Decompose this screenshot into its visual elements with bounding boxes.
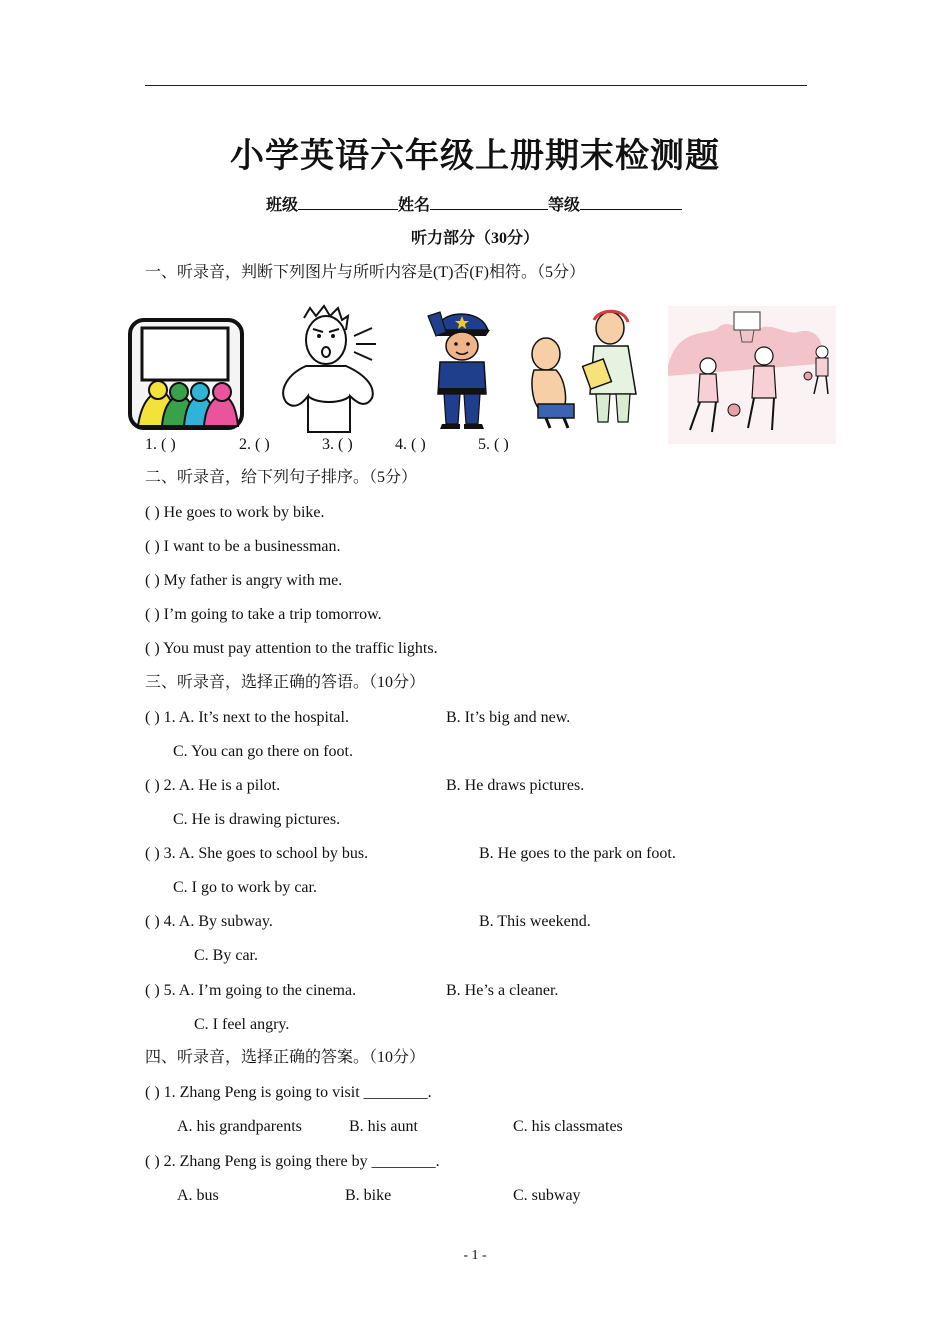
s4-q1-question: ( ) 1. Zhang Peng is going to visit ________. <box>145 1084 432 1101</box>
s2-sentence-1[interactable]: ( ) He goes to work by bike. <box>145 504 325 521</box>
s2-sentence-4[interactable]: ( ) I’m going to take a trip tomorrow. <box>145 606 382 623</box>
section3-heading: 三、听录音，选择正确的答语。（10分） <box>145 674 426 691</box>
s2-sentence-5[interactable]: ( ) You must pay attention to the traffic lights. <box>145 640 438 657</box>
s3-q3-option-b[interactable]: B. He goes to the park on foot. <box>479 845 676 862</box>
page-title: 小学英语六年级上册期末检测题 <box>230 136 720 176</box>
s3-q4-option-b[interactable]: B. This weekend. <box>479 913 591 930</box>
s2-sentence-3[interactable]: ( ) My father is angry with me. <box>145 572 343 589</box>
s3-q2-option-a[interactable]: ( ) 2. A. He is a pilot. <box>145 777 281 794</box>
s4-q1-option-b[interactable]: B. his aunt <box>349 1118 418 1135</box>
section4-heading: 四、听录音，选择正确的答案。（10分） <box>145 1049 426 1066</box>
s1-item-5[interactable]: 5. ( ) <box>478 436 509 453</box>
s3-q3-option-a[interactable]: ( ) 3. A. She goes to school by bus. <box>145 845 369 862</box>
basketball-kids-picture-icon <box>668 306 836 444</box>
listening-header: 听力部分（30分） <box>410 230 539 247</box>
student-info-line <box>266 195 682 216</box>
s3-q2-option-b[interactable]: B. He draws pictures. <box>446 777 585 794</box>
s3-q1-option-c[interactable]: C. You can go there on foot. <box>173 743 353 760</box>
angry-man-picture-icon <box>268 304 380 434</box>
section2-heading: 二、听录音，给下列句子排序。（5分） <box>145 469 418 486</box>
s3-q5-option-b[interactable]: B. He’s a cleaner. <box>446 982 559 999</box>
s4-q1-option-c[interactable]: C. his classmates <box>513 1118 623 1135</box>
s4-q2-option-c[interactable]: C. subway <box>513 1187 581 1204</box>
grade-blank[interactable] <box>580 195 682 210</box>
s4-q2-option-b[interactable]: B. bike <box>345 1187 392 1204</box>
cinema-picture-icon <box>128 318 244 430</box>
grade-label: 等级 <box>548 197 581 214</box>
s1-item-2[interactable]: 2. ( ) <box>239 436 270 453</box>
name-blank[interactable] <box>430 195 548 210</box>
s1-item-3[interactable]: 3. ( ) <box>322 436 353 453</box>
class-label: 班级 <box>266 197 299 214</box>
s3-q2-option-c[interactable]: C. He is drawing pictures. <box>173 811 341 828</box>
name-label: 姓名 <box>398 197 431 214</box>
s3-q5-option-a[interactable]: ( ) 5. A. I’m going to the cinema. <box>145 982 357 999</box>
section1-heading: 一、听录音，判断下列图片与所听内容是(T)否(F)相符。（5分） <box>145 264 585 281</box>
s4-q1-option-a[interactable]: A. his grandparents <box>177 1118 302 1135</box>
header-rule <box>145 85 807 86</box>
s3-q1-option-b[interactable]: B. It’s big and new. <box>446 709 571 726</box>
s1-item-4[interactable]: 4. ( ) <box>395 436 426 453</box>
s3-q1-option-a[interactable]: ( ) 1. A. It’s next to the hospital. <box>145 709 349 726</box>
class-blank[interactable] <box>298 195 398 210</box>
s3-q5-option-c[interactable]: C. I feel angry. <box>194 1016 290 1033</box>
page-number: - 1 - <box>463 1248 487 1263</box>
s1-item-1[interactable]: 1. ( ) <box>145 436 176 453</box>
doctor-patient-picture-icon <box>524 306 646 430</box>
s2-sentence-2[interactable]: ( ) I want to be a businessman. <box>145 538 341 555</box>
s4-q2-question: ( ) 2. Zhang Peng is going there by ________. <box>145 1153 440 1170</box>
s4-q2-option-a[interactable]: A. bus <box>177 1187 219 1204</box>
s3-q3-option-c[interactable]: C. I go to work by car. <box>173 879 317 896</box>
s3-q4-option-a[interactable]: ( ) 4. A. By subway. <box>145 913 273 930</box>
policeman-picture-icon <box>414 306 506 430</box>
s3-q4-option-c[interactable]: C. By car. <box>194 947 258 964</box>
